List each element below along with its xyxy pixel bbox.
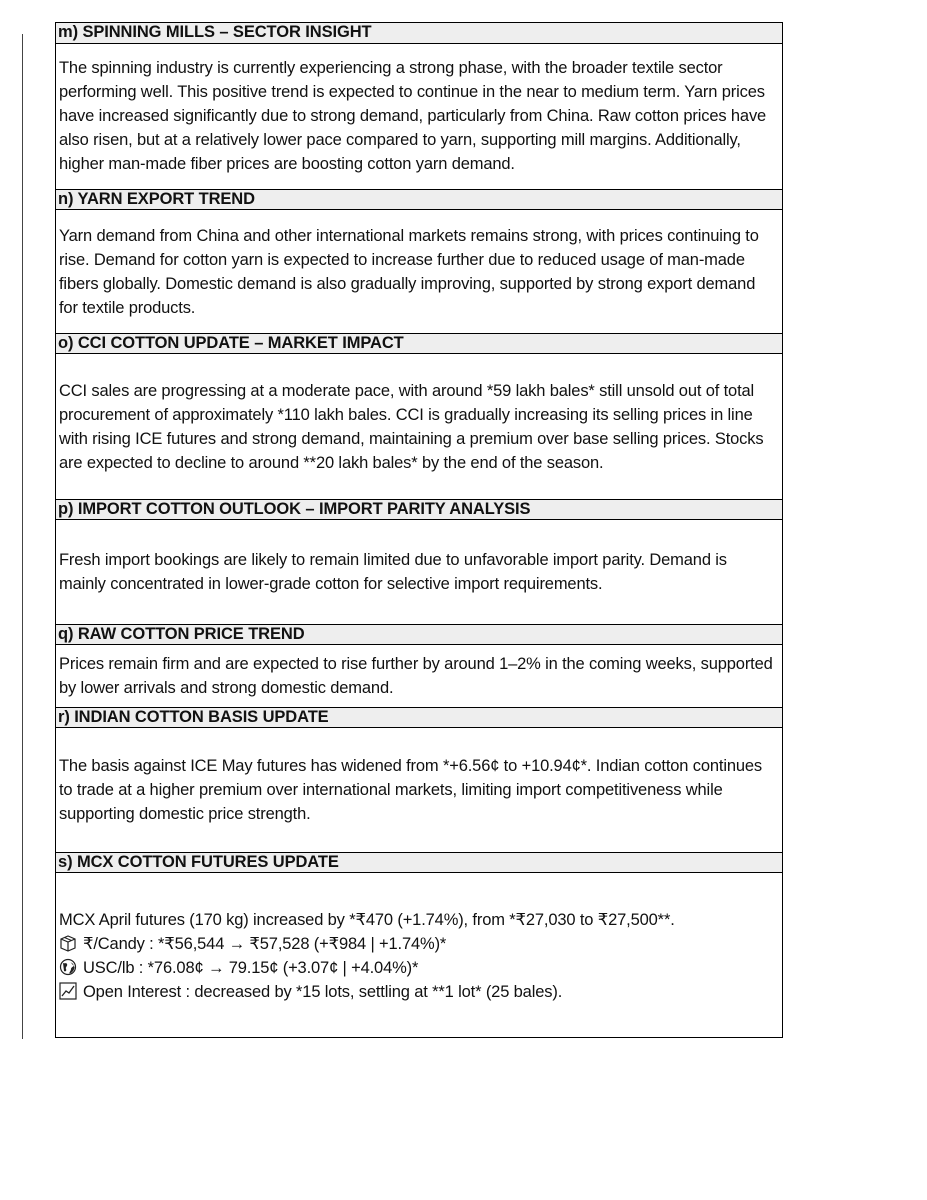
globe-icon [59,958,77,976]
section-body-yarn-export [56,224,782,320]
section-text-spinning-mills: The spinning industry is currently experiencing a strong phase, with the broader textile sector performing well. This positive trend is expected to continue in the near to medium term. Yarn prices have increased significantly due to strong demand, particularly from China. Raw cotton prices have also risen, but at a relatively lower pace compared to yarn, supporting mill margins. Additionally, higher man-made fiber prices are boosting cotton yarn demand. [59,59,767,173]
section-body-import-cotton [56,548,782,596]
section-header-indian-basis: r) INDIAN COTTON BASIS UPDATE [56,707,782,728]
section-text-cci-cotton: CCI sales are progressing at a moderate pace, with around *59 lakh bales* still unsold out of total procurement of approximately *110 lakh bales. CCI is gradually increasing its selling prices in line with rising ICE futures and strong demand, maintaining a premium over base selling prices. Stocks are expected to decline to around **20 lakh bales* by the end of the season. [59,382,764,472]
section-header-spinning-mills: m) SPINNING MILLS – SECTOR INSIGHT [56,23,782,44]
margin-rule [22,34,23,1039]
package-icon [59,934,77,952]
usc-price-line [59,956,778,980]
section-text-raw-cotton: Prices remain firm and are expected to rise further by around 1–2% in the coming weeks, supported by lower arrivals and strong domestic demand. [59,655,773,697]
section-header-mcx-futures: s) MCX COTTON FUTURES UPDATE [56,852,782,873]
section-text-indian-basis: The basis against ICE May futures has widened from *+6.56¢ to +10.94¢*. Indian cotton continues to trade at a higher premium over international markets, limiting import competitiveness while supporting domestic price strength. [59,757,763,823]
candy-price-line [59,932,778,956]
candy-price-text: ₹/Candy : *₹56,544 → ₹57,528 (+₹984 | +1.74%)* [83,935,447,953]
usc-price-text: USC/lb : *76.08¢ → 79.15¢ (+3.07¢ | +4.04%)* [83,959,419,977]
section-text-yarn-export: Yarn demand from China and other international markets remains strong, with prices continuing to rise. Demand for cotton yarn is expected to increase further due to reduced usage of man-made fibers globally. Domestic demand is also gradually improving, supported by strong export demand for textile products. [59,227,759,317]
section-header-yarn-export: n) YARN EXPORT TREND [56,189,782,210]
section-body-indian-basis [56,754,782,826]
section-body-mcx-futures [56,908,782,1004]
open-interest-line [59,980,778,1004]
section-header-raw-cotton: q) RAW COTTON PRICE TREND [56,624,782,645]
section-text-import-cotton: Fresh import bookings are likely to remain limited due to unfavorable import parity. Demand is mainly concentrated in lower-grade cotton for selective import requirements. [59,551,727,593]
chart-increasing-icon [59,982,77,1000]
report-table [55,22,783,1038]
section-text-mcx-futures: MCX April futures (170 kg) increased by *₹470 (+1.74%), from *₹27,030 to ₹27,500**. [59,911,675,929]
open-interest-text: Open Interest : decreased by *15 lots, settling at **1 lot* (25 bales). [83,983,563,1001]
section-body-spinning-mills [56,56,782,176]
section-body-cci-cotton [56,379,782,475]
section-body-raw-cotton [56,652,782,700]
section-header-import-cotton: p) IMPORT COTTON OUTLOOK – IMPORT PARITY ANALYSIS [56,499,782,520]
section-header-cci-cotton: o) CCI COTTON UPDATE – MARKET IMPACT [56,333,782,354]
